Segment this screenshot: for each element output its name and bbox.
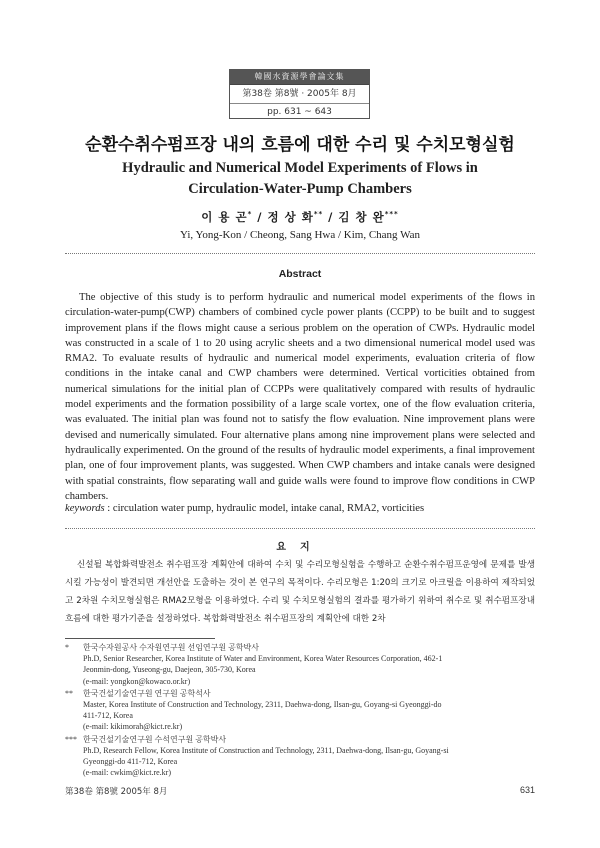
- author-mark: *: [247, 210, 253, 219]
- author-name: 김 창 완: [338, 210, 385, 224]
- paper-title-english: [0, 158, 600, 200]
- journal-issue: 第38卷 第8號 · 2005年 8月: [230, 85, 369, 104]
- footnote-line: Jeonmin-dong, Yuseong-gu, Daejeon, 305-730, Korea: [83, 665, 256, 675]
- paper-title-korean: 순환수취수펌프장 내의 흐름에 대한 수리 및 수치모형실험: [85, 135, 515, 155]
- authors-korean: [0, 209, 600, 225]
- author-footnotes: [65, 642, 535, 779]
- footnote-line: (e-mail: cwkim@kict.re.kr): [83, 768, 171, 778]
- keywords-line: [65, 503, 535, 514]
- footnote-line: (e-mail: kikimorah@kict.re.kr): [83, 722, 183, 732]
- journal-pages: pp. 631 ~ 643: [267, 107, 332, 117]
- abstract-heading: Abstract: [278, 268, 322, 280]
- footnote-line: Ph.D, Research Fellow, Korea Institute of Construction and Technology, 2311, Daehwa-dong, Ilsan-gu, Goyang-si: [83, 745, 449, 755]
- paper-title-english-line2: Circulation-Water-Pump Chambers: [188, 181, 412, 197]
- footnote-mark: *: [65, 643, 69, 652]
- footnote-line: 411-712, Korea: [83, 711, 133, 721]
- footnote-line: 한국수자원공사 수자원연구원 선임연구원 공학박사: [83, 643, 260, 652]
- author-separator: /: [323, 210, 339, 224]
- page-number: 631: [519, 785, 535, 795]
- footnote-line: Gyeonggi-do 411-712, Korea: [83, 757, 178, 767]
- journal-badge: [229, 69, 370, 119]
- journal-name: 韓國水資源學會論文集: [230, 70, 369, 85]
- divider: [65, 528, 535, 529]
- author-name: 정 상 화: [267, 210, 314, 224]
- authors-english: Yi, Yong-Kon / Cheong, Sang Hwa / Kim, Chang Wan: [180, 229, 420, 241]
- page-footer-issue: 第38卷 第8號 2005年 8月: [65, 787, 168, 797]
- footnote-line: (e-mail: yongkon@kowaco.or.kr): [83, 676, 191, 686]
- footnote: [65, 734, 535, 779]
- paper-title-english-line1: Hydraulic and Numerical Model Experiments of Flows in: [122, 160, 478, 176]
- divider: [65, 253, 535, 254]
- footnote: [65, 688, 535, 733]
- keywords-text: : circulation water pump, hydraulic model, intake canal, RMA2, vorticities: [107, 503, 425, 514]
- footnote-line: Ph.D, Senior Researcher, Korea Institute of Water and Environment, Korea Water Resources Corporation, 462-1: [83, 654, 443, 664]
- abstract-text: The objective of this study is to perform hydraulic and numerical model experiments of the flows in circulation-water-pump(CWP) chambers of combined cycle power plants (CCPP) to be built and to suggest improvement plans if the flows might cause a serious problem on the operation of CWPs. Hydraulic model was constructed in a scale of 1 to 20 using acrylic sheets and a two dimensional numerical model used was RMA2. To evaluate results of hydraulic and numerical model experiments, evaluation criteria of flow conditions in the intake canal and CWP chambers were determined. Vertical vorticities obtained from numerical simulations for the initial plan of CCPPs were qualitatively compared with results of hydraulic model experiments and the formation possibility of a large scale vortex, one of the flow evaluation criteria, was evaluated. The initial plan was found not to satisfy the flow evaluation. Nine improvement plans were devised and numerically simulated. Four alternative plans among nine improvement plans were selected and hydraulically experimented. On the ground of the results of hydraulic model experiments, a final improvement plan, one of four improvement plants, was suggested. When CWP chambers and intake canals were designed with spatial constraints, flow separating wall and guide walls were found to improve flow conditions in CWP chambers.: [65, 292, 535, 502]
- footnote-line: Master, Korea Institute of Construction and Technology, 2311, Daehwa-dong, Ilsan-gu, Goyang-si Gyeonggi-do: [83, 700, 442, 710]
- keywords-label: keywords: [65, 503, 105, 514]
- footnote-divider: [65, 638, 215, 639]
- korean-abstract-text: 신설될 복합화력발전소 취수펌프장 계획안에 대하여 수치 및 수리모형실험을 수행하고 순환수취수펌프운영에 문제를 발생시킬 가능성이 발견되면 개선안을 도출하는 것이 본 연구의 목적이다. 수리모형은 1:20의 크기로 아크릴을 이용하여 제작되었고 2차원 수치모형실험은 RMA2모형을 이용하였다. 수리 및 수치모형실험의 결과를 평가하기 위하여 취수로 및 취수펌프장내 흐름에 대한 평가기준을 설정하였다. 복합화력발전소 취수펌프장의 계획안에 대한 2차: [65, 560, 535, 624]
- footnote-mark: ***: [65, 734, 77, 744]
- author-name: 이 용 곤: [201, 210, 248, 224]
- footnote-mark: **: [65, 688, 73, 698]
- footnote: [65, 642, 535, 687]
- author-mark: **: [313, 210, 324, 219]
- korean-abstract-heading: 요지: [276, 542, 324, 553]
- author-separator: /: [252, 210, 268, 224]
- footnote-line: 한국건설기술연구원 수석연구원 공학박사: [83, 734, 227, 744]
- author-mark: ***: [384, 210, 399, 219]
- footnote-line: 한국건설기술연구원 연구원 공학석사: [83, 688, 211, 698]
